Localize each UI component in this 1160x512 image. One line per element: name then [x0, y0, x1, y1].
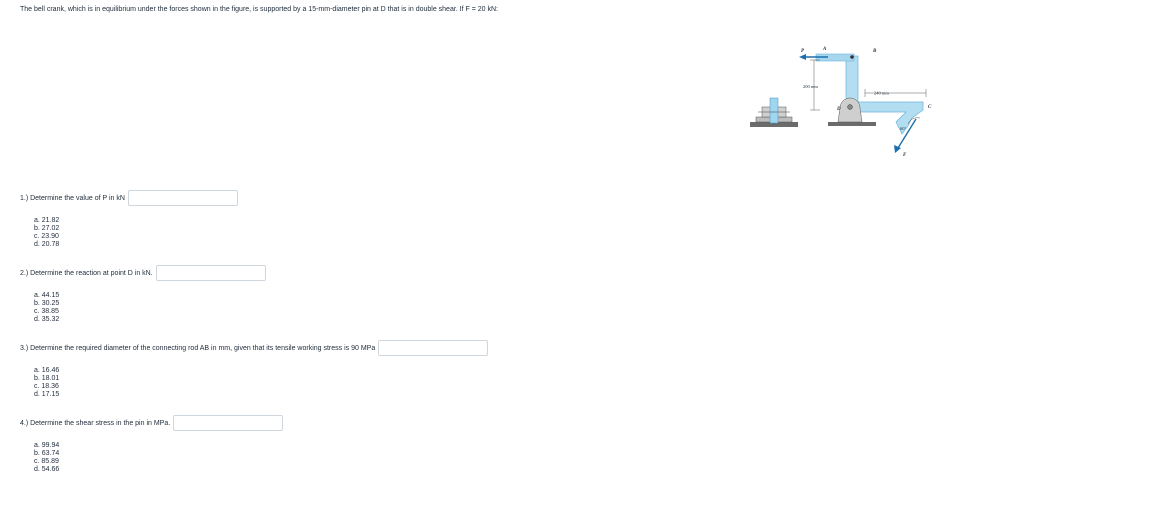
question-4	[20, 415, 283, 431]
label-d: D	[837, 107, 841, 112]
question-1-option-c: c. 23.90	[34, 233, 59, 240]
question-4-option-a: a. 99.94	[34, 442, 60, 449]
question-2-option-a: a. 44.15	[34, 292, 60, 299]
question-3-option-c: c. 18.36	[34, 383, 59, 390]
question-1-option-b: b. 27.02	[34, 225, 60, 232]
question-3-answer-input[interactable]	[378, 340, 488, 356]
question-1-answer-input[interactable]	[128, 190, 238, 206]
problem-statement: The bell crank, which is in equilibrium under the forces shown in the figure, is supported by a 15-mm-diameter pin at D that is in double shear. If F = 20 kN:	[20, 6, 498, 13]
question-2-answer-input[interactable]	[156, 265, 266, 281]
question-2-option-b: b. 30.25	[34, 300, 60, 307]
question-2-option-d: d. 35.32	[34, 316, 60, 323]
side-view-support	[750, 98, 798, 127]
question-1-option-a: a. 21.82	[34, 217, 60, 224]
question-4-answer-input[interactable]	[173, 415, 283, 431]
question-4-prompt: 4.) Determine the shear stress in the pin in MPa.	[20, 419, 171, 427]
label-f: F	[903, 153, 907, 158]
question-4-options	[34, 442, 59, 474]
label-a: A	[823, 47, 827, 52]
question-1	[20, 190, 238, 206]
label-b: B	[873, 49, 877, 54]
question-1-option-d: d. 20.78	[34, 241, 60, 248]
question-3-option-d: d. 17.15	[34, 391, 60, 398]
question-1-prompt: 1.) Determine the value of P in kN	[20, 194, 125, 202]
question-1-options	[34, 217, 59, 249]
label-p: P	[801, 49, 805, 54]
dimension-240mm: 240 mm	[874, 90, 889, 96]
question-4-option-d: d. 54.66	[34, 466, 60, 473]
question-2	[20, 265, 266, 281]
bell-crank-diagram	[748, 44, 938, 160]
question-3-options	[34, 367, 59, 399]
question-3-option-b: b. 18.01	[34, 375, 60, 382]
angle-60: 60°	[900, 126, 907, 131]
bell-crank-figure	[748, 44, 938, 160]
question-2-option-c: c. 38.85	[34, 308, 59, 315]
question-2-prompt: 2.) Determine the reaction at point D in kN.	[20, 269, 153, 277]
dimension-200mm: 200 mm	[803, 84, 818, 89]
question-2-options	[34, 292, 59, 324]
question-4-option-b: b. 63.74	[34, 450, 60, 457]
question-3	[20, 340, 488, 356]
question-3-prompt: 3.) Determine the required diameter of the connecting rod AB in mm, given that its tensile working stress is 90 MPa	[20, 344, 376, 352]
question-4-option-c: c. 85.89	[34, 458, 59, 465]
question-3-option-a: a. 16.46	[34, 367, 60, 374]
label-c: C	[928, 105, 932, 110]
